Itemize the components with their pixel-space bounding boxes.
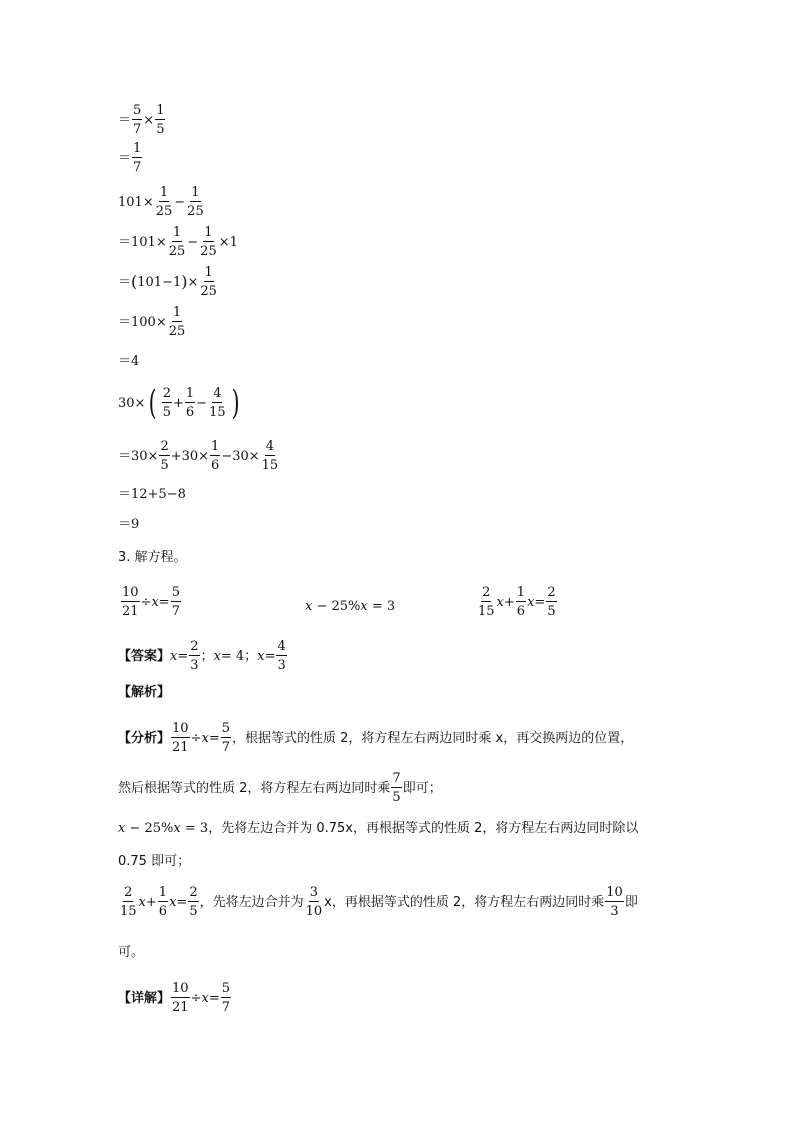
calc-line-5: ＝ ( 101−1 ) × $\frac{1}{25}$ xyxy=(118,265,217,299)
fraction: $\frac{1}{25}$ xyxy=(155,185,173,219)
calc-line-10: ＝12+5−8 xyxy=(118,487,186,502)
equation-3: 2 15 x + $\frac{1}{6}$ x = $\frac{2}{5}$ xyxy=(478,585,556,619)
fraction: $\frac{1}{5}$ xyxy=(156,103,165,137)
equation-1: $\frac{10}{21}$ ÷ x = $\frac{5}{7}$ xyxy=(122,585,180,619)
answer-line: 【答案】 x = $\frac{2}{3}$ ； x = 4 ； x = $\frac{4}{3}$ xyxy=(118,639,286,673)
right-paren: ) xyxy=(231,383,240,423)
fraction: $\frac{2}{5}$ xyxy=(160,439,169,473)
fraction: $\frac{2}{5}$ xyxy=(547,585,556,619)
calc-line-4: ＝101× $\frac{1}{25}$ − $\frac{1}{25}$ ×1 xyxy=(118,225,238,259)
section-title: 3. 解方程。 xyxy=(118,550,187,565)
fraction: 2 15 xyxy=(120,885,137,919)
analysis-line-3: x − 25%x = 3，先将左边合并为 0.75x，再根据等式的性质 2，将方程左右两边同时除以 xyxy=(118,821,639,836)
fraction: 2 15 xyxy=(478,585,495,619)
fraction: $\frac{1}{25}$ xyxy=(200,265,217,299)
fraction: $\frac{10}{21}$ xyxy=(122,585,139,619)
fraction: $\frac{1}{25}$ xyxy=(168,225,186,259)
fraction: $\frac{5}{7}$ xyxy=(221,721,230,755)
analysis-label: 【分析】 xyxy=(118,730,171,746)
calc-line-2: ＝ 1 7 xyxy=(118,141,142,175)
fraction: $\frac{1}{25}$ xyxy=(200,225,217,259)
calc-line-3: 101× $\frac{1}{25}$ − $\frac{1}{25}$ xyxy=(118,185,204,219)
fraction: $\frac{4}{3}$ xyxy=(277,639,286,673)
calc-line-11: ＝9 xyxy=(118,517,140,532)
analysis-line-1: 【分析】 $\frac{10}{21}$ ÷ x = $\frac{5}{7}$ ，根据等式的性质 2，将方程左右两边同时乘 x，再交换两边的位置， xyxy=(118,721,634,755)
answer-label: 【答案】 xyxy=(118,648,171,664)
fraction: $\frac{1}{6}$ xyxy=(516,585,526,619)
calc-line-8: 30× ( 2 5 + $\frac{1}{6}$ − $\frac{4}{15}$ ) xyxy=(118,383,240,423)
fraction: $\frac{10}{21}$ xyxy=(172,981,189,1015)
fraction: $\frac{5}{7}$ xyxy=(133,103,142,137)
detail-label: 【详解】 xyxy=(118,990,171,1006)
calc-line-7: ＝4 xyxy=(118,354,140,369)
fraction: $\frac{5}{7}$ xyxy=(221,981,230,1015)
fraction: $\frac{1}{6}$ xyxy=(158,885,168,919)
fraction: $\frac{5}{7}$ xyxy=(171,585,180,619)
fraction: $\frac{4}{15}$ xyxy=(209,386,226,420)
analysis-line-6: 可。 xyxy=(118,945,145,960)
fraction: $\frac{1}{25}$ xyxy=(168,305,186,339)
fraction: 10 3 xyxy=(606,885,623,919)
left-paren: ( xyxy=(149,383,158,423)
analysis-line-5: 2 15 x + $\frac{1}{6}$ x = $\frac{2}{5}$ ，先将左边合并为 3 10 x，再根据等式的性质 2，将方程左右两边同时乘 10 3 即 xyxy=(120,885,638,919)
equation-2: x − 25%x = 3 xyxy=(305,599,396,614)
fraction: 3 10 xyxy=(305,885,323,919)
calc-line-9: ＝30× $\frac{2}{5}$ +30× $\frac{1}{6}$ −30× $\frac{4}{15}$ xyxy=(118,439,279,473)
calc-line-6: ＝100× $\frac{1}{25}$ xyxy=(118,305,186,339)
fraction: $\frac{1}{25}$ xyxy=(187,185,204,219)
fraction: 7 5 xyxy=(392,771,401,805)
detail-line: 【详解】 $\frac{10}{21}$ ÷ x = $\frac{5}{7}$ xyxy=(118,981,230,1015)
fraction: $\frac{1}{6}$ xyxy=(185,386,195,420)
fraction: $\frac{10}{21}$ xyxy=(172,721,189,755)
fraction: 2 5 xyxy=(162,386,171,420)
fraction: $\frac{1}{6}$ xyxy=(211,439,220,473)
fraction: $\frac{2}{5}$ xyxy=(189,885,198,919)
fraction: $\frac{4}{15}$ xyxy=(261,439,279,473)
equals-sign: ＝ xyxy=(118,112,132,128)
analysis-heading: 【解析】 xyxy=(118,685,171,700)
fraction: 1 7 xyxy=(133,141,142,175)
analysis-line-4: 0.75 即可； xyxy=(118,854,191,869)
fraction: $\frac{2}{3}$ xyxy=(190,639,199,673)
analysis-line-2: 然后根据等式的性质 2，将方程左右两边同时乘 7 5 即可； xyxy=(118,771,442,805)
calc-line-1: ＝ $\frac{5}{7}$ × $\frac{1}{5}$ xyxy=(118,103,165,137)
